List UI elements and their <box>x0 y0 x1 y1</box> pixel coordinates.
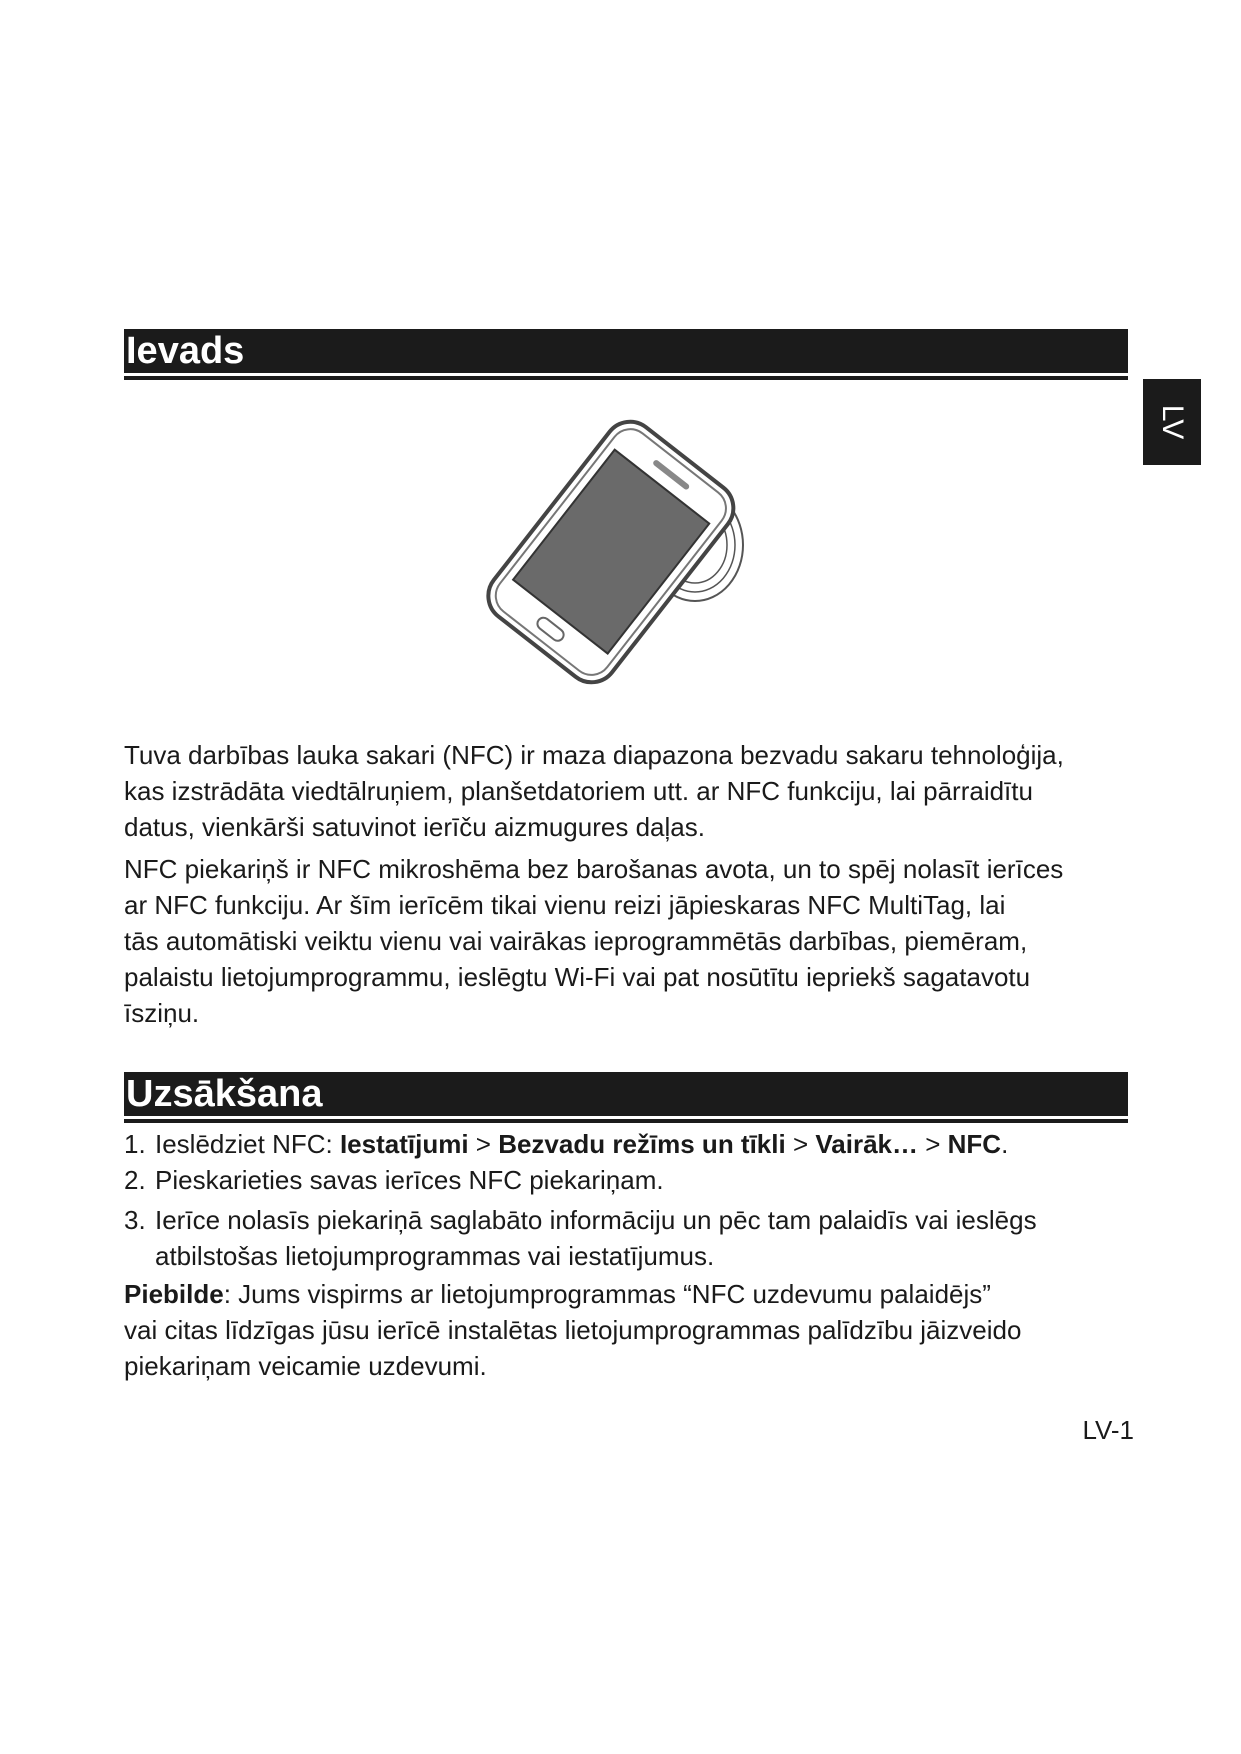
intro-heading-underline <box>124 376 1128 380</box>
intro-heading <box>124 329 1128 373</box>
intro-paragraph-1: Tuva darbības lauka sakari (NFC) ir maza diapazona bezvadu sakaru tehnoloģija, kas izstrādāta viedtālruņiem, planšetdatoriem utt. ar NFC funkciju, lai pārraidītu datus, vienkārši satuvinot ierīču aizmugures daļas. <box>124 740 1064 842</box>
phone-nfc-tag-illustration <box>470 405 750 685</box>
step-1-separator-1: > <box>468 1129 499 1159</box>
step-1-number: 1. <box>124 1129 146 1159</box>
intro-heading-text: Ievads <box>126 330 245 372</box>
page-number: LV-1 <box>1082 1415 1134 1445</box>
getting-started-heading-underline <box>124 1119 1128 1123</box>
step-3-line-1: Ierīce nolasīs piekariņā saglabāto informāciju un pēc tam palaidīs vai ieslēgs <box>155 1205 1037 1235</box>
step-1-nfc: NFC <box>947 1129 1002 1159</box>
step-3 <box>124 1202 1134 1274</box>
step-1-settings: Iestatījumi <box>339 1129 469 1159</box>
note-label: Piebilde <box>124 1279 224 1309</box>
note-text: : Jums vispirms ar lietojumprogrammas “NFC uzdevumu palaidējs” vai citas līdzīgas jūsu ierīcē instalētas lietojumprogrammas palīdzību jāizveido piekariņam veicamie uzdevumi. <box>124 1279 1022 1381</box>
steps-list <box>124 1126 1134 1274</box>
step-3-number: 3. <box>124 1205 146 1235</box>
step-2-text: Pieskarieties savas ierīces NFC piekariņam. <box>155 1165 664 1195</box>
step-1-more: Vairāk… <box>815 1129 918 1159</box>
language-tab-label: LV <box>1156 404 1189 440</box>
step-3-line-2: atbilstošas lietojumprogrammas vai iestatījumus. <box>155 1241 715 1271</box>
intro-paragraph-2: NFC piekariņš ir NFC mikroshēma bez barošanas avota, un to spēj nolasīt ierīces ar NFC funkciju. Ar šīm ierīcēm tikai vienu reizi jāpieskaras NFC MultiTag, lai tās automātiski veiktu vienu vai vairākas ieprogrammētās darbības, piemēram, palaistu lietojumprogrammu, ieslēgtu Wi-Fi vai pat nosūtītu iepriekš sagatavotu īsziņu. <box>124 854 1064 1028</box>
note <box>124 1276 1134 1384</box>
step-1 <box>124 1126 1134 1162</box>
step-1-end: . <box>1001 1129 1009 1159</box>
step-2 <box>124 1162 1134 1198</box>
step-1-separator-2: > <box>785 1129 816 1159</box>
language-tab <box>1143 379 1201 465</box>
getting-started-heading <box>124 1072 1128 1116</box>
step-1-wireless-networks: Bezvadu režīms un tīkli <box>498 1129 786 1159</box>
step-1-separator-3: > <box>918 1129 948 1159</box>
getting-started-heading-text: Uzsākšana <box>126 1073 323 1115</box>
smartphone-icon <box>478 411 744 685</box>
step-1-prefix: Ieslēdziet NFC: <box>155 1129 340 1159</box>
step-2-number: 2. <box>124 1165 146 1195</box>
